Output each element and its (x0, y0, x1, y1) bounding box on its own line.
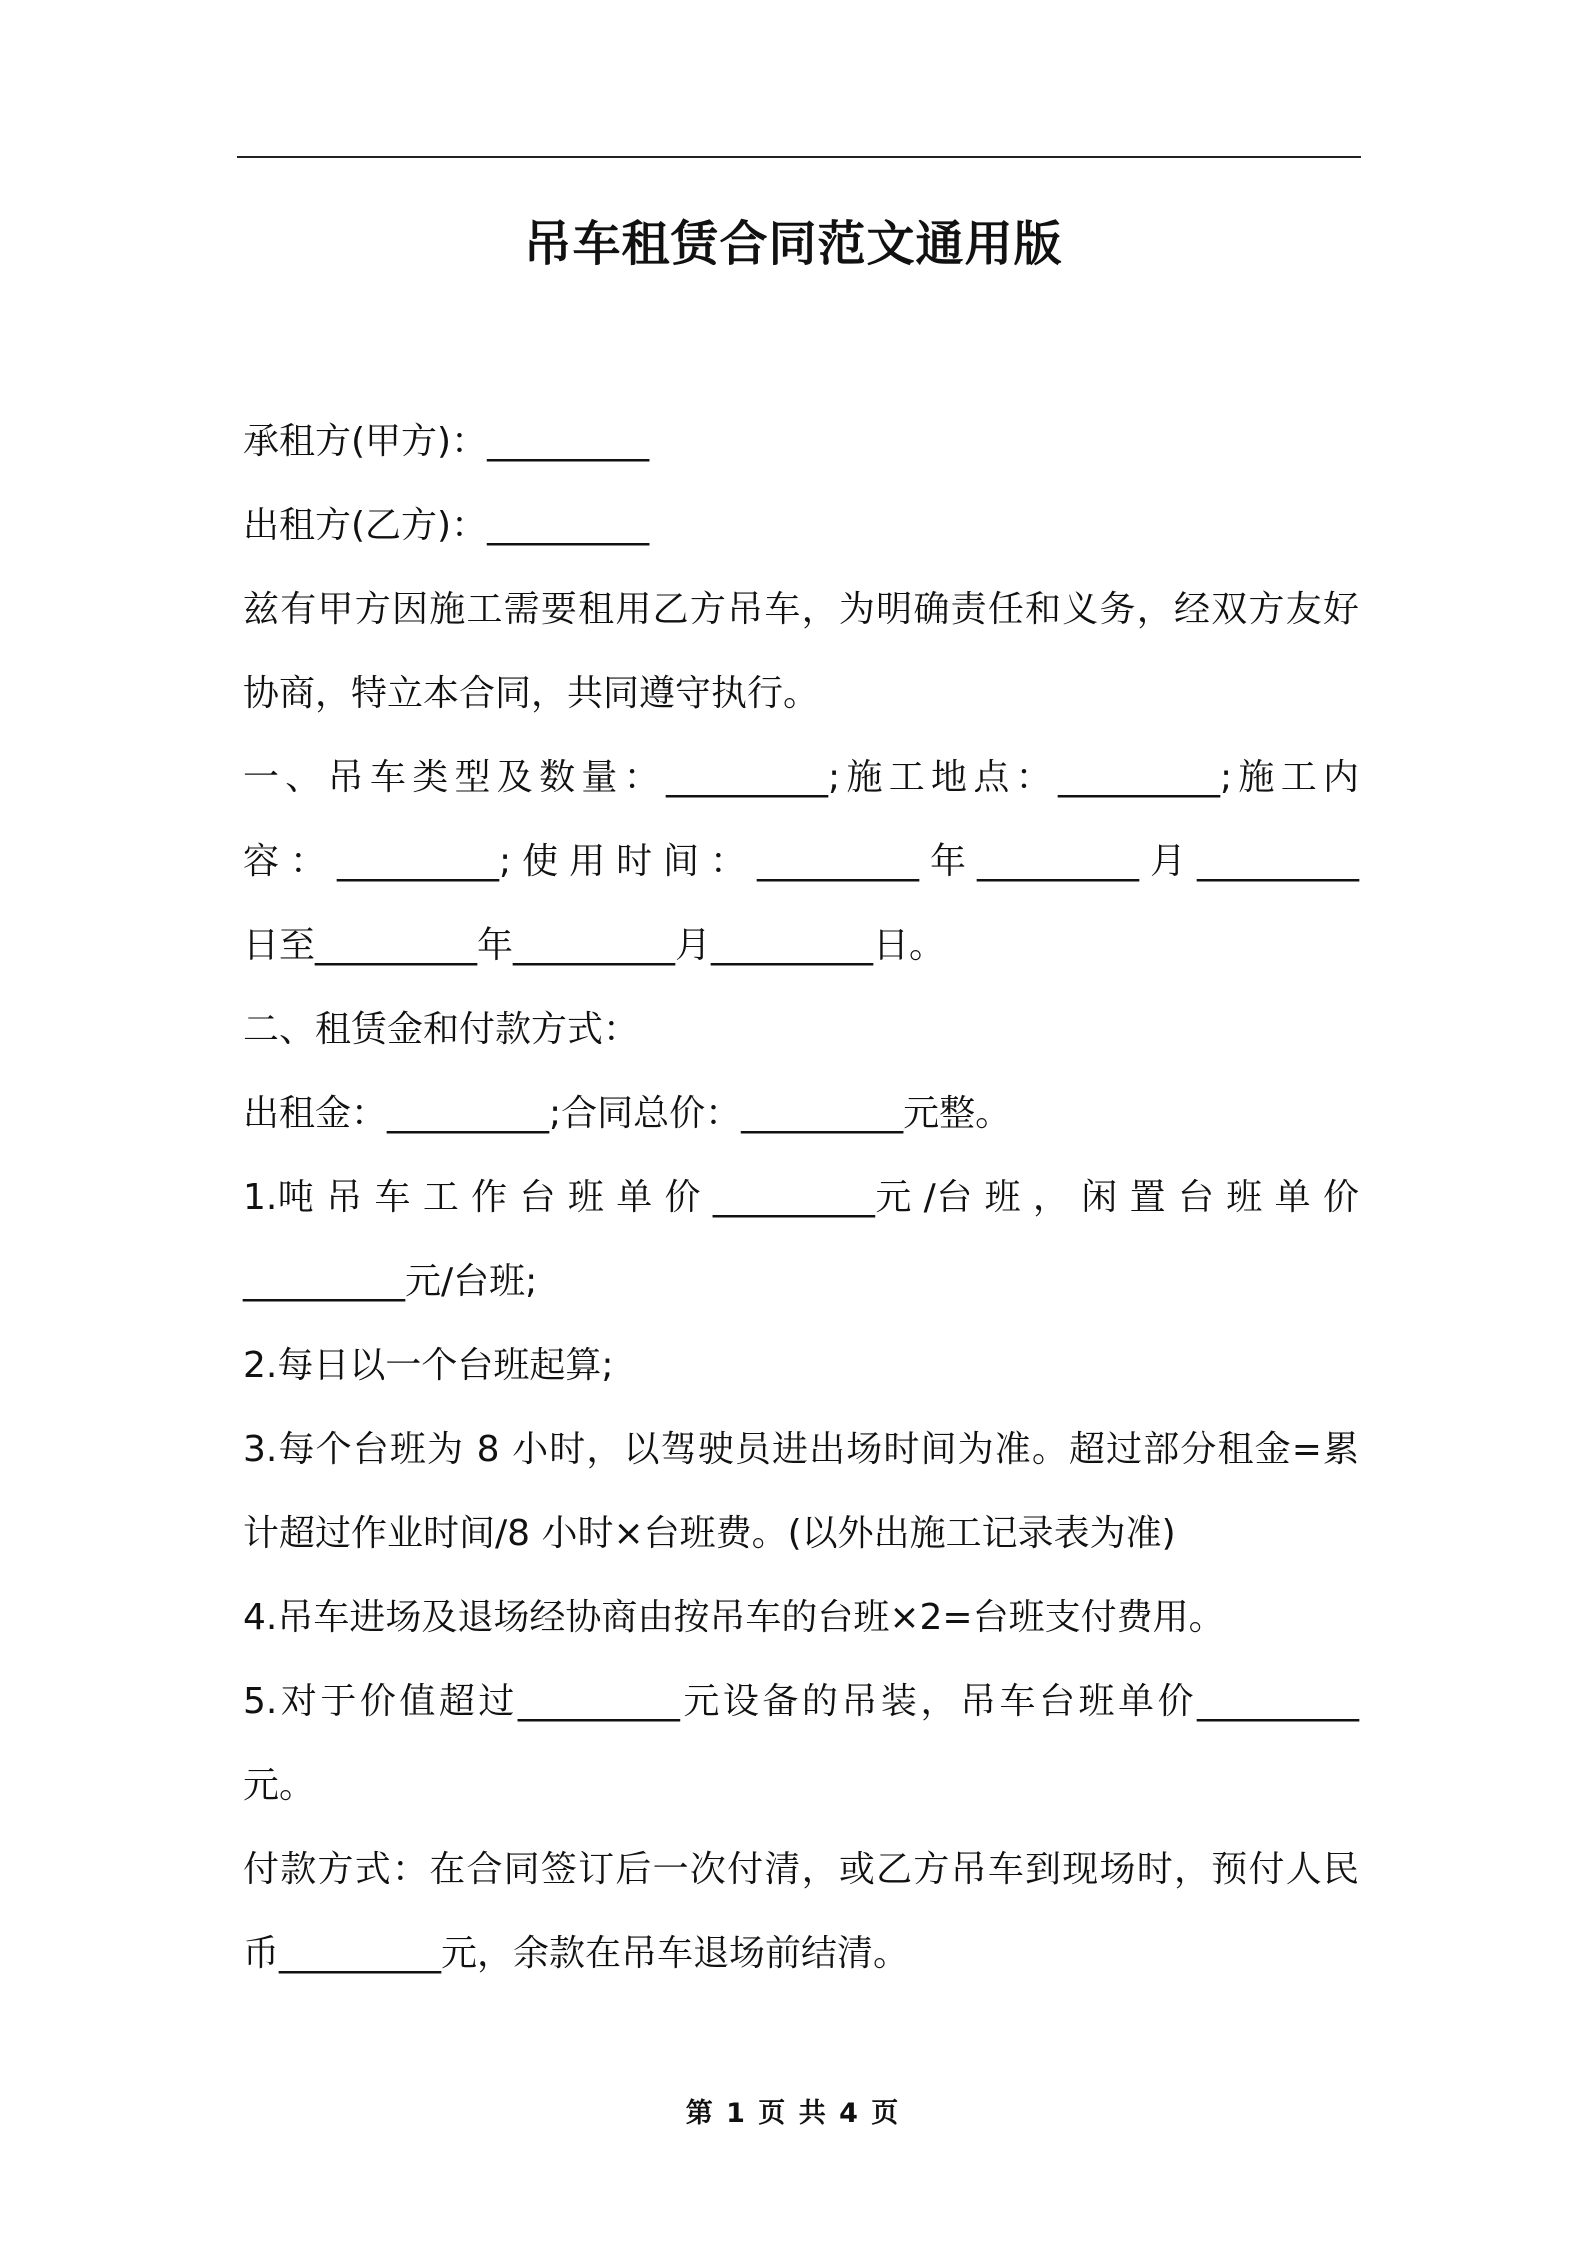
section-1-line-3: 日至_________年_________月_________日。 (243, 925, 945, 966)
clause-1-line-1: 1.吨 吊 车 工 作 台 班 单 价 _________元 /台 班 ， 闲 置 台 班 单 价 (243, 1177, 1359, 1218)
lessee-line: 承租方(甲方)：_________ (243, 421, 650, 462)
clause-4: 4.吊车进场及退场经协商由按吊车的台班×2=台班支付费用。 (243, 1597, 1225, 1638)
section-1-line-2: 容：_________;使用时间：_________年_________月_________ (243, 841, 1359, 882)
clause-5-line-1: 5.对于价值超过_________元设备的吊装，吊车台班单价_________ (243, 1681, 1359, 1722)
clause-1-line-2: _________元/台班; (243, 1261, 538, 1302)
rent-line: 出租金：_________;合同总价：_________元整。 (243, 1093, 1012, 1134)
payment-line-1: 付款方式：在合同签订后一次付清，或乙方吊车到现场时，预付人民 (243, 1849, 1359, 1890)
payment-line-2: 币_________元，余款在吊车退场前结清。 (243, 1933, 910, 1974)
header-rule (237, 156, 1361, 158)
preamble-line-2: 协商，特立本合同，共同遵守执行。 (243, 673, 820, 714)
clause-3-line-2: 计超过作业时间/8 小时×台班费。(以外出施工记录表为准) (243, 1513, 1176, 1554)
page-footer: 第 1 页 共 4 页 (685, 2098, 901, 2129)
clause-3-line-1: 3.每个台班为 8 小时，以驾驶员进出场时间为准。超过部分租金=累 (243, 1429, 1359, 1470)
clause-5-line-2: 元。 (243, 1765, 316, 1806)
section-2-heading: 二、租赁金和付款方式： (243, 1009, 640, 1050)
document-body (243, 400, 1359, 1996)
section-1-line-1: 一、吊车类型及数量：_________;施工地点：_________;施工内 (243, 757, 1359, 798)
clause-2: 2.每日以一个台班起算; (243, 1345, 614, 1386)
document-title: 吊车租赁合同范文通用版 (523, 216, 1063, 272)
lessor-line: 出租方(乙方)：_________ (243, 505, 650, 546)
preamble-line-1: 兹有甲方因施工需要租用乙方吊车，为明确责任和义务，经双方友好 (243, 589, 1359, 630)
